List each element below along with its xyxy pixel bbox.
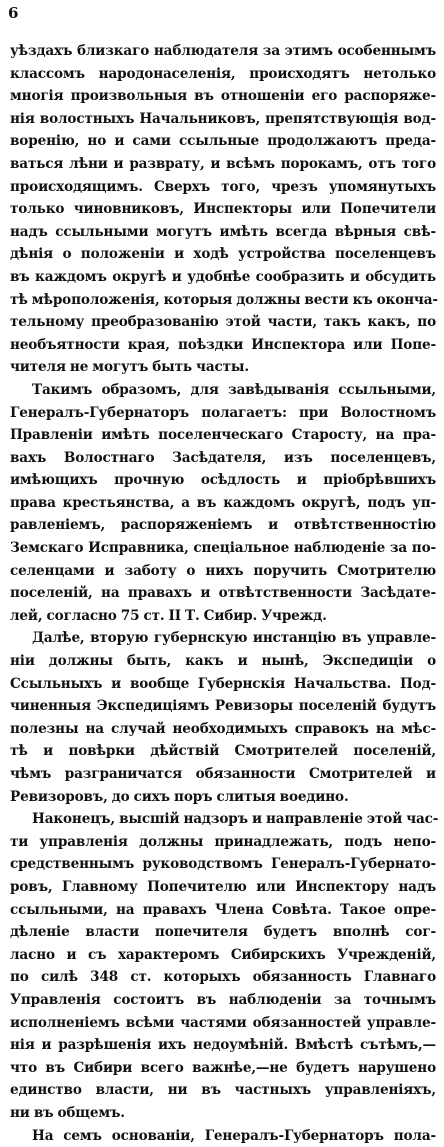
page-number: 6 <box>8 4 18 22</box>
text-line: лей, согласно 75 ст. II Т. Сибир. Учрежд. <box>10 605 436 628</box>
paragraph <box>10 627 436 808</box>
text-line: Такимъ образомъ, для завѣдыванія ссыльными, <box>10 379 436 402</box>
text-line: ласно и съ характеромъ Сибирскихъ Учрежденій, <box>10 944 436 967</box>
text-line: ніи должны быть, какъ и нынѣ, Экспедиціи о <box>10 650 436 673</box>
text-body <box>10 40 436 1147</box>
text-line: селенцами и заботу о нихъ поручить Смотрителю <box>10 560 436 583</box>
text-line: единство власти, ни въ частныхъ управленіяхъ, <box>10 1079 436 1102</box>
text-line: тѣ мѣроположенія, которыя должны вести къ оконча- <box>10 289 436 312</box>
paragraph <box>10 1125 436 1147</box>
text-line: дѣленіе власти попечителя будетъ вполнѣ сог- <box>10 921 436 944</box>
text-line: вахъ Волостнаго Засѣдателя, изъ поселенцевъ, <box>10 447 436 470</box>
text-line: по силѣ 348 ст. которыхъ обязанность Главнаго <box>10 966 436 989</box>
text-line: ваться лѣни и разврату, и всѣмъ порокамъ, отъ того <box>10 153 436 176</box>
text-line: чѣмъ разграничатся обязанности Смотрителей и <box>10 763 436 786</box>
text-line: нія и разрѣшенія ихъ недоумѣній. Вмѣстѣ сътѣмъ,— <box>10 1034 436 1057</box>
paragraph <box>10 379 436 628</box>
text-line: равленіемъ, распоряженіемъ и отвѣтственностію <box>10 514 436 537</box>
text-line: Управленія состоитъ въ наблюденіи за точнымъ <box>10 989 436 1012</box>
text-line: чителя не могутъ быть часты. <box>10 356 436 379</box>
text-line: необъятности края, поѣздки Инспектора или Попе- <box>10 334 436 357</box>
text-line: тѣ и повѣрки дѣйствій Смотрителей поселеній, <box>10 740 436 763</box>
text-line: классомъ народонаселенія, происходятъ нетолько <box>10 63 436 86</box>
text-line: Ревизоровъ, до сихъ поръ слитыя воедино. <box>10 786 436 809</box>
text-line: Наконецъ, высшій надзоръ и направленіе этой час- <box>10 808 436 831</box>
text-line: Далѣе, вторую губернскую инстанцію въ управле- <box>10 627 436 650</box>
text-line: средственнымъ руководствомъ Генералъ-Губернато- <box>10 853 436 876</box>
text-line: только чиновниковъ, Инспекторы или Попечители <box>10 198 436 221</box>
text-line: многія произвольныя въ отношеніи его распоряже- <box>10 85 436 108</box>
text-line: Правленіи имѣть поселенческаго Старосту, на пра- <box>10 424 436 447</box>
text-line: имѣющихъ прочную осѣдлость и пріобрѣвшихъ <box>10 469 436 492</box>
text-line: воренію, но и сами ссыльные продолжаютъ преда- <box>10 130 436 153</box>
paragraph <box>10 808 436 1124</box>
text-line: нія волостныхъ Начальниковъ, препятствующія вод- <box>10 108 436 131</box>
text-line: въ каждомъ округѣ и удобнѣе сообразить и обсудить <box>10 266 436 289</box>
text-line: ти управленія должны принадлежать, подъ непо- <box>10 831 436 854</box>
text-line: На семъ основаніи, Генералъ-Губернаторъ пола- <box>10 1125 436 1147</box>
text-line: происходящимъ. Сверхъ того, чрезъ упомянутыхъ <box>10 176 436 199</box>
paragraph <box>10 40 436 379</box>
text-line: поселеній, на правахъ и отвѣтственности Засѣдате- <box>10 582 436 605</box>
text-line: полезны на случай необходимыхъ справокъ на мѣс- <box>10 718 436 741</box>
text-line: ссыльными, на правахъ Члена Совѣта. Такое опре- <box>10 899 436 922</box>
text-line: надъ ссыльными могутъ имѣть всегда вѣрныя свѣ- <box>10 221 436 244</box>
text-line: дѣнія о положеніи и ходѣ устройства поселенцевъ <box>10 243 436 266</box>
text-line: что въ Сибири всего важнѣе,—не будетъ нарушено <box>10 1057 436 1080</box>
text-line: Земскаго Исправника, спеціальное наблюденіе за по- <box>10 537 436 560</box>
text-line: ни въ общемъ. <box>10 1102 436 1125</box>
text-line: чиненныя Экспедиціямъ Ревизоры поселеній будутъ <box>10 695 436 718</box>
text-line: Ссыльныхъ и вообще Губернскія Начальства. Под- <box>10 673 436 696</box>
text-line: ровъ, Главному Попечителю или Инспектору надъ <box>10 876 436 899</box>
text-line: Генералъ-Губернаторъ полагаетъ: при Волостномъ <box>10 402 436 425</box>
text-line: тельному преобразованію этой части, такъ какъ, по <box>10 311 436 334</box>
text-line: исполненіемъ всѣми частями обязанностей управле- <box>10 1012 436 1035</box>
text-line: уѣздахъ близкаго наблюдателя за этимъ особеннымъ <box>10 40 436 63</box>
text-line: права крестьянства, а въ каждомъ округѣ, подъ уп- <box>10 492 436 515</box>
